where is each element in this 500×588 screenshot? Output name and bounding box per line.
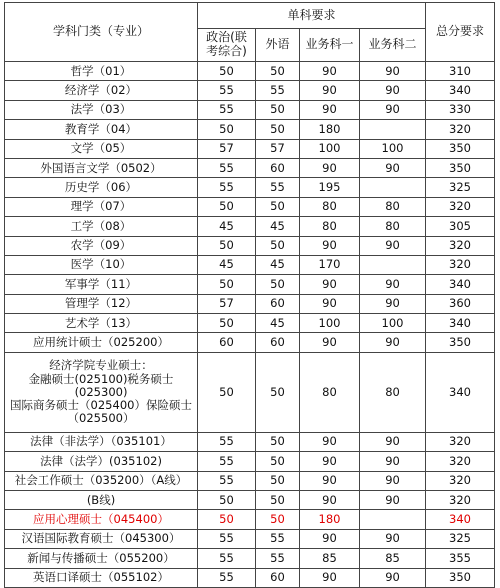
cell-category: 法律（非法学）（035101） [5,432,198,451]
header-politics: 政治(联 考综合) [198,29,256,62]
cell-foreign-language: 50 [256,510,300,529]
cell-total: 320 [426,197,495,216]
cell-foreign-language: 50 [256,275,300,294]
cell-subject-1: 90 [300,236,360,255]
header-subject-1: 业务科一 [300,29,360,62]
cell-total: 350 [426,333,495,352]
cell-subject-1: 180 [300,120,360,139]
table-row [5,491,495,510]
cell-category: 英语口译硕士（055102） [5,568,198,587]
cell-total: 355 [426,549,495,568]
cell-category: 工学（08） [5,217,198,236]
header-total: 总分要求 [426,3,495,62]
cell-subject-2: 90 [360,471,426,490]
cell-politics: 55 [198,452,256,471]
cell-total: 350 [426,139,495,158]
cell-total: 330 [426,100,495,119]
cell-subject-1: 195 [300,178,360,197]
cell-subject-1: 90 [300,294,360,313]
cell-category-line: 国际商务硕士（025400）保险硕士 [10,397,192,412]
cell-subject-2: 90 [360,294,426,313]
cell-subject-2: 80 [360,352,426,432]
cell-politics: 55 [198,549,256,568]
cell-politics: 50 [198,314,256,333]
cell-foreign-language: 50 [256,432,300,451]
cell-politics: 57 [198,139,256,158]
cell-total: 305 [426,217,495,236]
cell-politics: 50 [198,510,256,529]
cell-total: 325 [426,529,495,548]
cell-category: 教育学（04） [5,120,198,139]
cell-subject-2: 90 [360,81,426,100]
cell-politics: 50 [198,491,256,510]
cell-foreign-language: 50 [256,197,300,216]
table-row [5,197,495,216]
cell-category: 法律（法学）(035102) [5,452,198,471]
table-row [5,452,495,471]
cell-total: 360 [426,294,495,313]
cell-category-line: 经济学院专业硕士： [49,358,153,373]
cell-subject-2: 90 [360,529,426,548]
cell-subject-1: 90 [300,529,360,548]
cell-foreign-language: 50 [256,120,300,139]
cell-subject-2: 90 [360,491,426,510]
cell-subject-2: 80 [360,197,426,216]
cell-total: 340 [426,81,495,100]
table-row [5,100,495,119]
cell-foreign-language: 55 [256,549,300,568]
cell-politics: 55 [198,100,256,119]
cell-category: 社会工作硕士（035200）（A线） [5,471,198,490]
table-row [5,549,495,568]
cell-foreign-language: 55 [256,81,300,100]
table-row [5,81,495,100]
cell-foreign-language: 50 [256,471,300,490]
cell-category [5,352,198,432]
cell-foreign-language: 45 [256,255,300,274]
cell-subject-2 [360,120,426,139]
cell-politics: 45 [198,217,256,236]
cell-subject-2 [360,255,426,274]
cell-total: 320 [426,120,495,139]
cell-subject-2: 90 [360,432,426,451]
cell-category: 文学（05） [5,139,198,158]
cell-category: 外国语言文学（0502） [5,158,198,177]
cell-politics: 55 [198,568,256,587]
cell-foreign-language: 60 [256,294,300,313]
cell-foreign-language: 50 [256,62,300,81]
cell-total: 320 [426,255,495,274]
cell-subject-2: 90 [360,452,426,471]
table-row [5,139,495,158]
cell-category-line: （025500） [67,411,135,426]
cell-subject-1: 80 [300,352,360,432]
cell-politics: 60 [198,333,256,352]
cell-subject-2: 90 [360,100,426,119]
cell-politics: 50 [198,352,256,432]
cell-subject-2: 85 [360,549,426,568]
cell-foreign-language: 50 [256,352,300,432]
header-foreign-language: 外语 [256,29,300,62]
cell-subject-2 [360,178,426,197]
cell-subject-2: 90 [360,568,426,587]
cell-politics: 57 [198,294,256,313]
cell-subject-2: 90 [360,236,426,255]
table-row [5,120,495,139]
cell-total: 325 [426,178,495,197]
table-row [5,510,495,529]
table-row [5,62,495,81]
cell-foreign-language: 45 [256,217,300,236]
cell-foreign-language: 60 [256,333,300,352]
cell-politics: 55 [198,178,256,197]
cell-subject-1: 90 [300,471,360,490]
cell-category: 新闻与传播硕士（055200） [5,549,198,568]
header-category: 学科门类（专业） [5,3,198,62]
cell-total: 350 [426,568,495,587]
cell-total: 320 [426,236,495,255]
table-row [5,432,495,451]
cell-category: 历史学（06） [5,178,198,197]
cell-foreign-language: 55 [256,178,300,197]
cell-total: 340 [426,275,495,294]
cell-politics: 50 [198,197,256,216]
table-row [5,471,495,490]
cell-politics: 55 [198,529,256,548]
cell-category: 应用心理硕士（045400） [5,510,198,529]
cell-subject-1: 85 [300,549,360,568]
table-row [5,568,495,587]
score-requirements-table [4,2,495,588]
header-single-subject: 单科要求 [198,3,426,29]
table-row [5,294,495,313]
cell-subject-1: 100 [300,314,360,333]
cell-foreign-language: 45 [256,314,300,333]
cell-category: 管理学（12） [5,294,198,313]
cell-politics: 55 [198,471,256,490]
table-row [5,217,495,236]
table-row [5,178,495,197]
cell-subject-1: 100 [300,139,360,158]
cell-total: 310 [426,62,495,81]
cell-subject-1: 170 [300,255,360,274]
table-row [5,352,495,432]
cell-subject-1: 80 [300,217,360,236]
cell-politics: 55 [198,432,256,451]
cell-subject-1: 90 [300,275,360,294]
cell-subject-1: 90 [300,62,360,81]
table-row [5,255,495,274]
cell-subject-2: 80 [360,217,426,236]
table-row [5,236,495,255]
cell-politics: 50 [198,120,256,139]
cell-subject-1: 90 [300,491,360,510]
cell-category: 农学（09） [5,236,198,255]
table-row [5,275,495,294]
cell-total: 320 [426,471,495,490]
cell-politics: 50 [198,275,256,294]
cell-subject-1: 80 [300,197,360,216]
cell-total: 340 [426,314,495,333]
cell-category: 汉语国际教育硕士（045300） [5,529,198,548]
cell-subject-1: 90 [300,432,360,451]
cell-category: 经济学（02） [5,81,198,100]
cell-subject-1: 90 [300,100,360,119]
cell-subject-2: 100 [360,139,426,158]
cell-category: 法学（03） [5,100,198,119]
cell-subject-2: 100 [360,314,426,333]
cell-total: 320 [426,432,495,451]
cell-politics: 55 [198,158,256,177]
cell-politics: 50 [198,236,256,255]
table-row [5,314,495,333]
cell-subject-1: 90 [300,452,360,471]
cell-subject-1: 90 [300,333,360,352]
cell-foreign-language: 60 [256,568,300,587]
cell-foreign-language: 60 [256,158,300,177]
cell-category-line: 金融硕士(025100)税务硕士(025300) [28,371,174,399]
header-subject-2: 业务科二 [360,29,426,62]
cell-subject-1: 90 [300,81,360,100]
cell-foreign-language: 50 [256,236,300,255]
cell-subject-1: 90 [300,568,360,587]
table-row [5,158,495,177]
cell-foreign-language: 57 [256,139,300,158]
cell-subject-2: 90 [360,275,426,294]
cell-total: 320 [426,452,495,471]
cell-subject-2: 90 [360,158,426,177]
cell-subject-1: 180 [300,510,360,529]
cell-category: 应用统计硕士（025200） [5,333,198,352]
cell-category: 艺术学（13） [5,314,198,333]
cell-politics: 45 [198,255,256,274]
cell-category: (B线) [5,491,198,510]
cell-total: 320 [426,491,495,510]
cell-total: 340 [426,352,495,432]
cell-total: 350 [426,158,495,177]
cell-category: 军事学（11） [5,275,198,294]
cell-category: 医学（10） [5,255,198,274]
table-row [5,529,495,548]
cell-total: 340 [426,510,495,529]
cell-foreign-language: 50 [256,452,300,471]
cell-foreign-language: 55 [256,529,300,548]
cell-subject-2 [360,510,426,529]
cell-category: 哲学（01） [5,62,198,81]
cell-foreign-language: 50 [256,100,300,119]
cell-subject-2: 90 [360,333,426,352]
cell-politics: 55 [198,81,256,100]
cell-subject-1: 90 [300,158,360,177]
cell-foreign-language: 50 [256,491,300,510]
cell-category: 理学（07） [5,197,198,216]
cell-subject-2: 90 [360,62,426,81]
table-row [5,333,495,352]
cell-politics: 50 [198,62,256,81]
